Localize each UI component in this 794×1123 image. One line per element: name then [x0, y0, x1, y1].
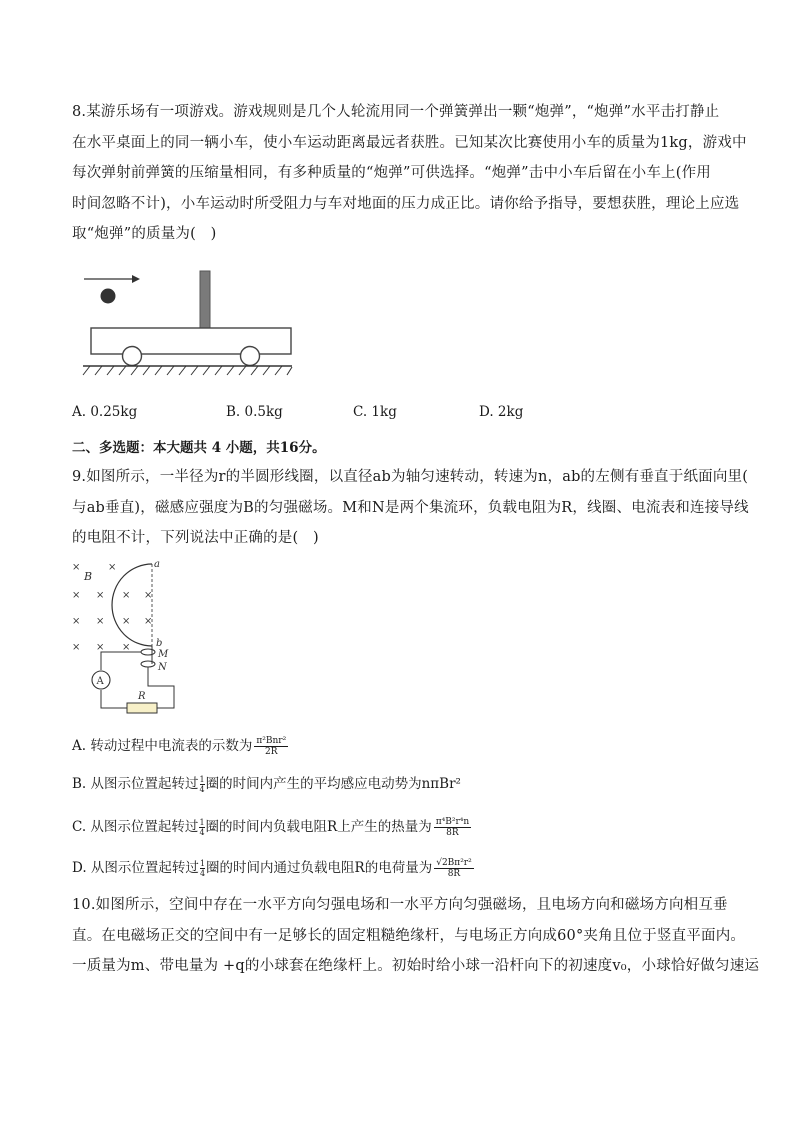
fraction-numerator: π²Bnr² [256, 736, 287, 746]
q9-option-c-text-1: C. 从图示位置起转过 [72, 819, 199, 835]
q9-coil-circuit-figure [68, 558, 188, 718]
q10-line-3: 一质量为m、带电量为 +q的小球套在绝缘杆上。初始时给小球一沿杆向下的初速度v₀，小球恰好做匀速运 [72, 958, 760, 974]
point-label-a: a [154, 559, 160, 570]
q9-option-b[interactable] [72, 772, 461, 794]
question-9-text [72, 462, 749, 554]
quarter-fraction [200, 859, 205, 878]
ring-label-M: M [158, 649, 169, 660]
field-x-mark: × [96, 616, 105, 627]
ammeter-label-A: A [96, 676, 104, 687]
q8-option-b[interactable]: B. 0.5kg [226, 404, 283, 420]
fraction-denominator: 4 [199, 869, 206, 878]
q8-line-4: 时间忽略不计)，小车运动时所受阻力与车对地面的压力成正比。请你给予指导，要想获胜，理论上应选 [72, 195, 740, 212]
fraction-numerator: 1 [199, 859, 206, 868]
q8-line-1: 8.某游乐场有一项游戏。游戏规则是几个人轮流用同一个弹簧弹出一颗“炮弹”，“炮弹”水平击打静止 [72, 104, 720, 120]
fraction-denominator: 8R [446, 828, 459, 838]
q9-option-d[interactable] [72, 856, 476, 879]
q9-option-b-text-1: B. 从图示位置起转过 [72, 776, 199, 792]
field-x-mark: × [72, 562, 81, 573]
field-x-mark: × [108, 562, 117, 573]
q9-line-3: 的电阻不计，下列说法中正确的是( ) [72, 530, 319, 546]
question-8-text [72, 97, 747, 250]
fraction-numerator: √2Bπ²r² [436, 858, 472, 868]
q10-line-1: 10.如图所示，空间中存在一水平方向匀强电场和一水平方向匀强磁场，且电场方向和磁场方向相互垂 [72, 897, 728, 913]
question-10-text [72, 890, 760, 982]
q8-cart-figure [80, 268, 295, 383]
q9-option-d-text-2: 圈的时间内通过负载电阻R的电荷量为 [206, 860, 433, 876]
fraction-denominator: 8R [447, 869, 461, 879]
fraction-numerator: 1 [199, 818, 205, 827]
fraction-denominator: 4 [199, 828, 205, 837]
field-label-B: B [84, 570, 93, 583]
q8-option-c[interactable]: C. 1kg [353, 404, 397, 420]
q9-option-c-text-2: 圈的时间内负载电阻R上产生的热量为 [205, 819, 432, 835]
field-x-mark: × [72, 642, 81, 653]
q8-line-3: 每次弹射前弹簧的压缩量相同，有多种质量的“炮弹”可供选择。“炮弹”击中小车后留在小车上(作用 [72, 165, 712, 181]
q9-option-d-text-1: D. 从图示位置起转过 [72, 860, 199, 876]
q9-option-d-fraction [434, 858, 474, 879]
q8-option-d[interactable]: D. 2kg [479, 404, 524, 420]
q10-line-2: 直。在电磁场正交的空间中有一足够长的固定粗糙绝缘杆，与电场正方向成60°夹角且位于竖直平面内。 [72, 927, 746, 944]
q8-line-2: 在水平桌面上的同一辆小车，使小车运动距离最远者获胜。已知某次比赛使用小车的质量为1kg，游戏中 [72, 134, 747, 151]
field-x-mark: × [72, 616, 81, 627]
fraction-denominator: 4 [199, 785, 205, 794]
quarter-fraction [200, 775, 205, 794]
field-x-mark: × [96, 642, 105, 653]
q9-option-a[interactable] [72, 734, 290, 757]
resistor-label-R: R [138, 691, 146, 702]
field-x-mark: × [122, 616, 131, 627]
q8-option-a[interactable]: A. 0.25kg [72, 404, 138, 420]
fraction-numerator: 1 [199, 775, 205, 784]
q9-option-c[interactable] [72, 815, 473, 838]
q9-option-c-fraction [434, 817, 471, 838]
field-x-mark: × [122, 642, 131, 653]
fraction-denominator: 2R [265, 747, 278, 757]
fraction-numerator: π⁴B²r⁴n [435, 817, 470, 827]
q9-option-a-text: A. 转动过程中电流表的示数为 [72, 738, 253, 754]
ring-label-N: N [158, 662, 167, 673]
field-x-mark: × [144, 590, 153, 601]
field-x-mark: × [122, 590, 131, 601]
field-x-mark: × [96, 590, 105, 601]
section-heading-multi-choice: 二、多选题：本大题共 4 小题，共16分。 [72, 440, 326, 456]
field-x-mark: × [144, 616, 153, 627]
quarter-fraction [199, 818, 204, 837]
q9-option-b-text-2: 圈的时间内产生的平均感应电动势为nπBr² [205, 776, 461, 792]
point-label-b: b [156, 638, 163, 649]
q9-line-1: 9.如图所示，一半径为r的半圆形线圈，以直径ab为轴匀速转动，转速为n，ab的左侧有垂直于纸面向里( [72, 469, 749, 485]
q8-line-5: 取“炮弹”的质量为( ) [72, 226, 217, 242]
field-x-mark: × [72, 590, 81, 601]
q9-line-2: 与ab垂直)，磁感应强度为B的匀强磁场。M和N是两个集流环，负载电阻为R，线圈、电流表和连接导线 [72, 499, 749, 516]
q9-option-a-fraction [254, 736, 288, 757]
